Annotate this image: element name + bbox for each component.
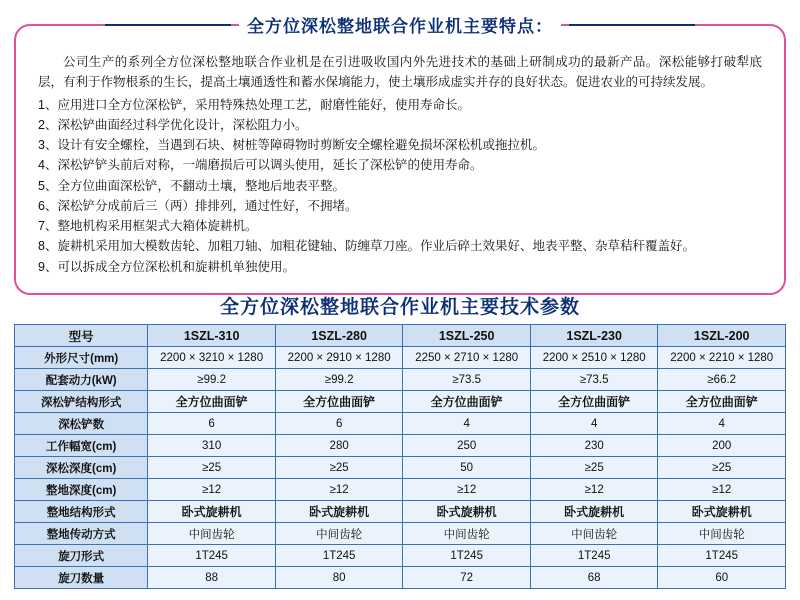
list-item: 2、深松铲曲面经过科学优化设计，深松阻力小。 xyxy=(38,117,308,132)
table-cell: 1T245 xyxy=(658,545,786,567)
column-header: 1SZL-230 xyxy=(530,325,658,347)
table-cell: ≥66.2 xyxy=(658,369,786,391)
table-cell: 全方位曲面铲 xyxy=(148,391,276,413)
table-body xyxy=(15,347,786,589)
table-cell: 中间齿轮 xyxy=(658,523,786,545)
feature-list xyxy=(38,95,762,277)
row-label: 深松铲数 xyxy=(15,413,148,435)
list-item: 1、应用进口全方位深松铲，采用特殊热处理工艺，耐磨性能好，使用寿命长。 xyxy=(38,97,470,112)
table-cell: ≥73.5 xyxy=(403,369,531,391)
table-cell: 250 xyxy=(403,435,531,457)
row-label: 外形尺寸(mm) xyxy=(15,347,148,369)
table-cell: 2250 × 2710 × 1280 xyxy=(403,347,531,369)
table-cell: ≥12 xyxy=(275,479,403,501)
feature-title-bar xyxy=(16,12,784,37)
table-cell: 230 xyxy=(530,435,658,457)
table-cell: 中间齿轮 xyxy=(403,523,531,545)
table-cell: 卧式旋耕机 xyxy=(403,501,531,523)
table-cell: 72 xyxy=(403,567,531,589)
table-cell: 中间齿轮 xyxy=(275,523,403,545)
column-header: 1SZL-310 xyxy=(148,325,276,347)
table-cell: 全方位曲面铲 xyxy=(403,391,531,413)
row-label: 整地深度(cm) xyxy=(15,479,148,501)
table-cell: 2200 × 2210 × 1280 xyxy=(658,347,786,369)
table-cell: 1T245 xyxy=(530,545,658,567)
table-cell: 68 xyxy=(530,567,658,589)
table-row xyxy=(15,523,786,545)
list-item: 7、整地机构采用框架式大箱体旋耕机。 xyxy=(38,219,258,233)
table-row xyxy=(15,347,786,369)
table-row xyxy=(15,457,786,479)
table-cell: 50 xyxy=(403,457,531,479)
table-cell: 200 xyxy=(658,435,786,457)
list-item: 8、旋耕机采用加大模数齿轮、加粗刀轴、加粗花键轴、防缠草刀座。作业后碎土效果好、地表平整、杂草秸秆覆盖好。 xyxy=(38,239,695,254)
table-cell: 80 xyxy=(275,567,403,589)
spec-title: 全方位深松整地联合作业机主要技术参数 xyxy=(219,297,580,318)
table-cell: 中间齿轮 xyxy=(148,523,276,545)
row-label: 整地传动方式 xyxy=(15,523,148,545)
table-row xyxy=(15,435,786,457)
feature-section xyxy=(14,17,786,295)
table-head xyxy=(15,325,786,347)
row-label: 配套动力(kW) xyxy=(15,369,148,391)
list-item: 9、可以拆成全方位深松机和旋耕机单独使用。 xyxy=(38,259,295,274)
table-cell: 6 xyxy=(148,413,276,435)
table-row xyxy=(15,479,786,501)
table-cell: 4 xyxy=(403,413,531,435)
table-cell: ≥12 xyxy=(658,479,786,501)
table-cell: ≥99.2 xyxy=(275,369,403,391)
title-rule-right xyxy=(569,24,695,26)
table-cell: 全方位曲面铲 xyxy=(275,391,403,413)
table-cell: 4 xyxy=(658,413,786,435)
row-label: 工作幅宽(cm) xyxy=(15,435,148,457)
table-cell: ≥25 xyxy=(148,457,276,479)
table-row xyxy=(15,369,786,391)
table-cell: 卧式旋耕机 xyxy=(275,501,403,523)
table-cell: 2200 × 2910 × 1280 xyxy=(275,347,403,369)
row-label: 深松铲结构形式 xyxy=(15,391,148,413)
table-cell: ≥25 xyxy=(658,457,786,479)
table-cell: ≥25 xyxy=(275,457,403,479)
list-item: 3、设计有安全螺栓，当遇到石块、树桩等障碍物时剪断安全螺栓避免损坏深松机或拖拉机。 xyxy=(38,138,545,152)
table-cell: 卧式旋耕机 xyxy=(148,501,276,523)
column-header: 1SZL-280 xyxy=(275,325,403,347)
table-cell: ≥73.5 xyxy=(530,369,658,391)
table-cell: ≥12 xyxy=(530,479,658,501)
table-cell: ≥25 xyxy=(530,457,658,479)
table-cell: 4 xyxy=(530,413,658,435)
table-row xyxy=(15,567,786,589)
table-cell: 88 xyxy=(148,567,276,589)
table-cell: 卧式旋耕机 xyxy=(658,501,786,523)
column-header: 1SZL-250 xyxy=(403,325,531,347)
list-item: 6、深松铲分成前后三（两）排排列，通过性好，不拥堵。 xyxy=(38,198,358,213)
table-cell: 1T245 xyxy=(148,545,276,567)
table-cell: 全方位曲面铲 xyxy=(658,391,786,413)
column-header: 1SZL-200 xyxy=(658,325,786,347)
table-cell: 2200 × 3210 × 1280 xyxy=(148,347,276,369)
feature-title: 全方位深松整地联合作业机主要特点： xyxy=(239,12,561,37)
table-cell: ≥99.2 xyxy=(148,369,276,391)
list-item: 4、深松铲铲头前后对称，一端磨损后可以调头使用，延长了深松铲的使用寿命。 xyxy=(38,158,483,173)
feature-intro: 公司生产的系列全方位深松整地联合作业机是在引进吸收国内外先进技术的基础上研制成功的最新产品。深松能够打破犁底层，有利于作物根系的生长，提高土壤通透性和蓄水保墒能力，使土壤形成虚实并存的良好状态。促进农业的可持续发展。 xyxy=(38,55,762,90)
row-label: 整地结构形式 xyxy=(15,501,148,523)
column-header: 型号 xyxy=(15,325,148,347)
table-row xyxy=(15,501,786,523)
table-cell: 中间齿轮 xyxy=(530,523,658,545)
table-cell: 6 xyxy=(275,413,403,435)
list-item: 5、全方位曲面深松铲，不翻动土壤，整地后地表平整。 xyxy=(38,178,345,193)
table-cell: ≥12 xyxy=(403,479,531,501)
table-row xyxy=(15,545,786,567)
spec-table-wrap xyxy=(14,324,786,589)
row-label: 旋刀数量 xyxy=(15,567,148,589)
table-cell: 2200 × 2510 × 1280 xyxy=(530,347,658,369)
title-rule-left xyxy=(105,24,231,26)
row-label: 旋刀形式 xyxy=(15,545,148,567)
table-cell: ≥12 xyxy=(148,479,276,501)
table-row xyxy=(15,413,786,435)
table-cell: 310 xyxy=(148,435,276,457)
table-cell: 1T245 xyxy=(275,545,403,567)
table-cell: 60 xyxy=(658,567,786,589)
table-cell: 卧式旋耕机 xyxy=(530,501,658,523)
row-label: 深松深度(cm) xyxy=(15,457,148,479)
table-cell: 280 xyxy=(275,435,403,457)
feature-body xyxy=(38,52,762,277)
table-row xyxy=(15,391,786,413)
table-header-row xyxy=(15,325,786,347)
table-cell: 全方位曲面铲 xyxy=(530,391,658,413)
spec-table xyxy=(14,324,786,589)
table-cell: 1T245 xyxy=(403,545,531,567)
